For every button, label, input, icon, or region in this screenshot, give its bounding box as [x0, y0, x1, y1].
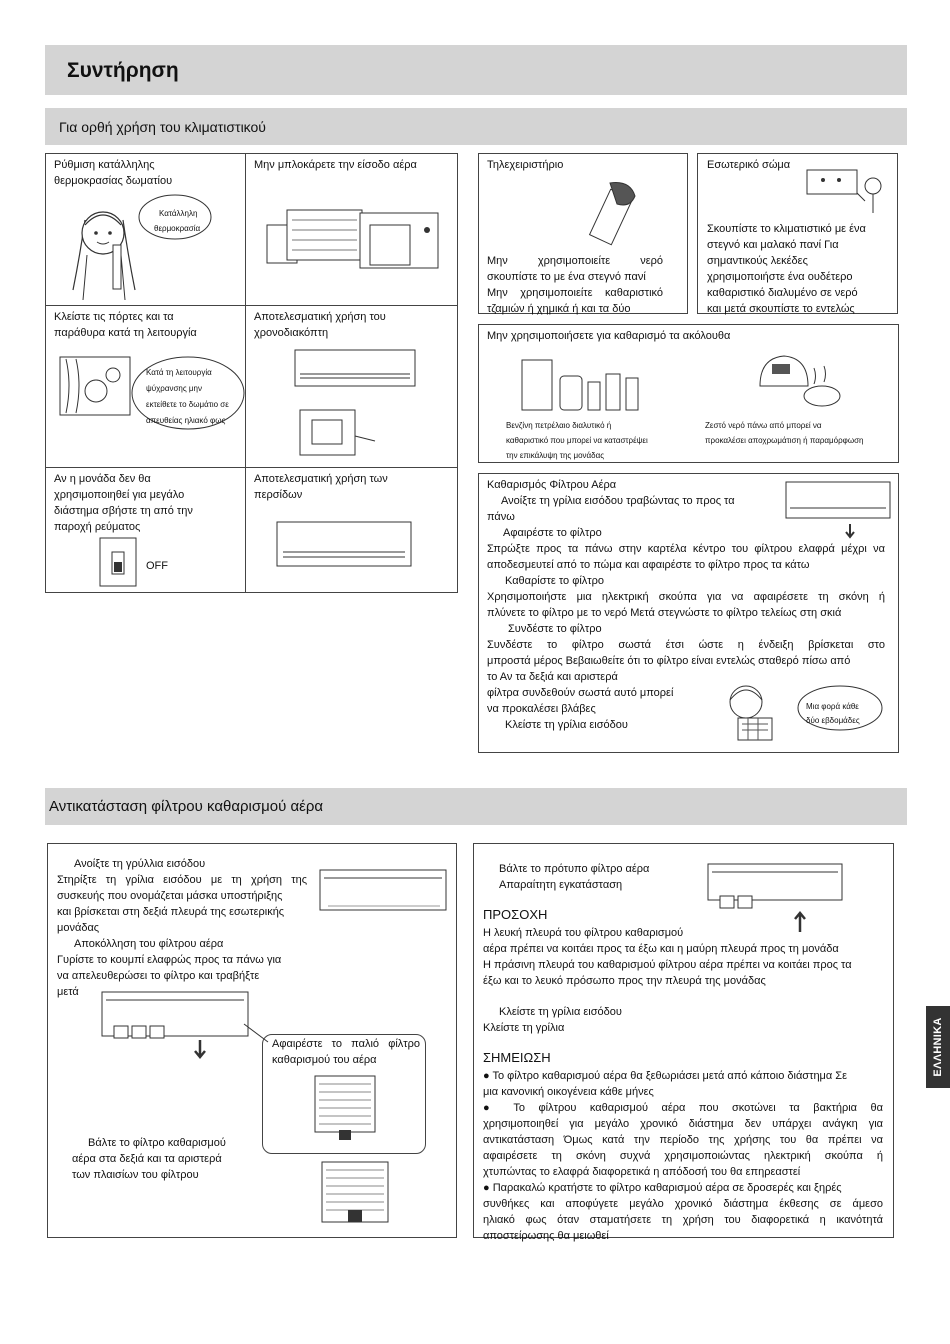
note-line: συνθήκες και αποφύγετε μεγάλο χρονικό διάστημα έκθεσης σε άμεσο — [483, 1198, 883, 1210]
replace-step-line: Ανοίξτε τη γρύλλια εισόδου — [74, 858, 206, 870]
note-line: αντικατάσταση Όμως κατά την περίοδο της χρήσης του θα πρέπει να — [483, 1134, 883, 1146]
indoor-text-1: Σκουπίστε το κλιματιστικό με ένα — [707, 223, 866, 235]
power-label-1: Αν η μονάδα δεν θα — [54, 473, 151, 485]
language-tab — [926, 1006, 950, 1088]
power-label-2: χρησιμοποιηθεί για μεγάλο — [54, 489, 185, 501]
note-line: αποστείρωσης θα μειωθεί — [483, 1230, 609, 1242]
insert-text-1: Βάλτε το φίλτρο καθαρισμού — [88, 1137, 226, 1149]
power-off-label: OFF — [146, 560, 168, 572]
open-grille-illustration — [778, 480, 896, 540]
remote-wipe-illustration — [585, 178, 645, 248]
avoid-title: Μην χρησιμοποιήσετε για καθαρισμό τα ακόλουθα — [487, 330, 731, 342]
insert-text-2: αέρα στα δεξιά και τα αριστερά — [72, 1153, 222, 1165]
doors-bubble-4: απευθείας ηλιακό φως — [146, 416, 226, 425]
doors-bubble-1: Κατά τη λειτουργία — [146, 368, 212, 377]
replace-section-header — [45, 788, 907, 825]
solvent-bottles-illustration — [520, 358, 645, 413]
temp-label-2: θερμοκρασίας δωματίου — [54, 175, 173, 187]
temp-bubble-1: Κατάλληλη — [159, 209, 198, 218]
note-line: ηλιακό φως όταν σταματήσετε τη χρήση του διαφορετικά η ικανότητά — [483, 1214, 883, 1226]
filter-step-line: Συνδέστε το φίλτρο — [508, 623, 602, 635]
airflow-label: Μην μπλοκάρετε την είσοδο αέρα — [254, 159, 417, 171]
indoor-text-3: σημαντικούς λεκέδες — [707, 255, 808, 267]
caution-line-1: Η λευκή πλευρά του φίλτρου καθαρισμού — [483, 927, 684, 939]
usage-section-title: Για ορθή χρήση του κλιματιστικού — [59, 119, 266, 135]
filter-step-line: μπροστά μέρος Βεβαιωθείτε ότι το φίλτρο είναι εντελώς σταθερό πίσω από — [487, 655, 851, 667]
filter-step-line: Σπρώξτε προς τα πάνω στην καρτέλα κέντρο του φίλτρου ελαφρά μέχρι να — [487, 543, 885, 555]
grid-divider — [245, 153, 246, 593]
filter-step-line: Συνδέστε το φίλτρο σωστά έτσι ώστε η ένδειξη βρίσκεται στο — [487, 639, 885, 651]
grid-divider — [45, 467, 458, 468]
indoor-text-5: καθαριστικό διαλυμένο σε νερό — [707, 287, 858, 299]
old-filter-illustration — [305, 1070, 385, 1148]
timer-label-1: Αποτελεσματική χρήση του — [254, 311, 386, 323]
filter-step-line: πάνω — [487, 511, 515, 523]
remote-text-4: τζαμιών ή χημικά ή και τα δύο — [487, 303, 631, 315]
indoor-unit-face-illustration — [805, 168, 890, 218]
unit-with-timer-illustration — [290, 346, 420, 461]
doors-bubble-2: ψύχρανσης μην — [146, 384, 202, 393]
indoor-text-4: χρησιμοποιήστε ένα ουδέτερο — [707, 271, 853, 283]
filter-step-line: αποδεσμευτεί από το πώμα και αφαιρέστε το φίλτρο προς τα κάτω — [487, 559, 810, 571]
girl-thermometer-illustration — [65, 195, 235, 300]
filter-step-line: το Αν τα δεξιά και αριστερά — [487, 671, 618, 683]
doors-bubble-3: εκτείθετε το δωμάτιο σε — [146, 400, 229, 409]
close-line-1: Κλείστε τη γρίλια εισόδου — [499, 1006, 622, 1018]
filter-step-line: πλύνετε το φίλτρο με το νερό Μετά στεγνώστε το φίλτρο τελείως στη σκιά — [487, 607, 842, 619]
caution-line-4: έξω και το λευκό πρόσωπο προς την πλευρά της μονάδας — [483, 975, 766, 987]
power-label-4: παροχή ρεύματος — [54, 521, 141, 533]
language-tab-label: ΕΛΛΗΝΙΚΑ — [932, 1017, 944, 1077]
insert-text-3: των πλαισίων του φίλτρου — [72, 1169, 199, 1181]
filter-bubble-1: Μια φορά κάθε — [806, 702, 859, 711]
open-grille-small-illustration — [318, 866, 450, 918]
filter-step-line: Αφαιρέστε το φίλτρο — [503, 527, 602, 539]
avoid-right-1: Ζεστό νερό πάνω από μπορεί να — [705, 421, 822, 430]
filter-step-line: φίλτρα συνδεθούν σωστά αυτό μπορεί — [487, 687, 674, 699]
filter-step-line: Ανοίξτε τη γρίλια εισόδου τραβώντας το προς τα — [501, 495, 735, 507]
power-switch-illustration — [98, 536, 140, 588]
replace-step-line: Στηρίξτε τη γρίλια εισόδου με τη χρήση της — [57, 874, 307, 886]
power-label-3: διάστημα σβήστε τη από την — [54, 505, 193, 517]
temp-label-1: Ρύθμιση κατάλληλης — [54, 159, 155, 171]
filter-step-line: να προκαλέσει βλάβες — [487, 703, 596, 715]
indoor-text-6: και μετά σκουπίστε το εντελώς — [707, 303, 855, 315]
page-title: Συντήρηση — [67, 59, 179, 82]
note-title: ΣΗΜΕΙΩΣΗ — [483, 1050, 551, 1065]
callout-text-2: καθαρισμού του αέρα — [272, 1054, 377, 1066]
remove-filter-illustration — [100, 990, 250, 1062]
louver-label-2: περσίδων — [254, 489, 303, 501]
caution-title: ΠΡΟΣΟΧΗ — [483, 907, 548, 922]
unit-louvers-illustration — [275, 520, 415, 572]
remote-title: Τηλεχειριστήριο — [487, 159, 564, 171]
note-line: ● Το φίλτρου καθαρισμού αέρα που σκοτώνει τα βακτήρια θα — [483, 1102, 883, 1114]
avoid-left-2: καθαριστικό που μπορεί να καταστρέψει — [506, 436, 648, 445]
remote-text-3: Μην χρησιμοποιείτε καθαριστικό — [487, 287, 663, 299]
doors-label-1: Κλείστε τις πόρτες και τα — [54, 311, 174, 323]
avoid-left-3: την επικάλυψη της μονάδας — [506, 451, 605, 460]
replace-step-line: να απελευθερώσει το φίλτρο και τραβήξτε — [57, 970, 260, 982]
avoid-right-2: προκαλέσει αποχρωμάτιση ή παραμόρφωση — [705, 436, 864, 445]
replace-section-title: Αντικατάσταση φίλτρου καθαρισμού αέρα — [49, 798, 324, 815]
page-header-band — [45, 45, 907, 95]
note-line: ● Το φίλτρο καθαρισμού αέρα θα ξεθωριάσει μετά από κάποιο διάστημα Σε — [483, 1070, 848, 1082]
note-line: αφαιρέσετε τη σκόνη συχνά χρησιμοποιώντας ηλεκτρική σκούπα ή — [483, 1150, 883, 1162]
filter-step-line: Κλείστε τη γρίλια εισόδου — [505, 719, 628, 731]
right-top-1: Βάλτε το πρότυπο φίλτρο αέρα — [499, 863, 650, 875]
indoor-title: Εσωτερικό σώμα — [707, 159, 791, 171]
blocked-unit-illustration — [262, 205, 452, 275]
remote-text-1: Μην χρησιμοποιείτε νερό — [487, 255, 663, 267]
replace-step-line: Αποκόλληση του φίλτρου αέρα — [74, 938, 224, 950]
doors-label-2: παράθυρα κατά τη λειτουργία — [54, 327, 197, 339]
filter-step-line: Καθαρίστε το φίλτρο — [505, 575, 604, 587]
callout-text-1: Αφαιρέστε το παλιό φίλτρο — [272, 1038, 420, 1050]
filter-step-line: Χρησιμοποιήστε μια ηλεκτρική σκούπα για να αφαιρέσετε τη σκόνη ή — [487, 591, 885, 603]
note-line: μια κανονική οικογένεια κάθε μήνες — [483, 1086, 654, 1098]
usage-section-header — [45, 108, 907, 145]
filter-clean-title: Καθαρισμός Φίλτρου Αέρα — [487, 479, 617, 491]
install-filter-illustration — [700, 862, 850, 934]
note-line: ● Παρακαλώ κρατήστε το φίλτρο καθαρισμού αέρα σε δροσερές και ξηρές — [483, 1182, 842, 1194]
kettle-hot-water-illustration — [752, 348, 842, 410]
replace-step-line: μετά — [57, 986, 79, 998]
insert-filter-illustration — [310, 1158, 400, 1228]
replace-step-line: μονάδας — [57, 922, 100, 934]
close-line-2: Κλείστε τη γρίλια — [483, 1022, 565, 1034]
filter-bubble-2: δύο εβδομάδες — [806, 716, 860, 725]
caution-line-2: αέρα πρέπει να κοιτάει προς τα έξω και η μαύρη πλευρά προς τη μονάδα — [483, 943, 839, 955]
temp-bubble-2: θερμοκρασία — [154, 224, 201, 233]
avoid-left-1: Βενζίνη πετρέλαιο διαλυτικό ή — [506, 421, 612, 430]
replace-step-line: Γυρίστε το κουμπί ελαφρώς προς τα πάνω για — [57, 954, 282, 966]
right-top-2: Απαραίτητη εγκατάσταση — [499, 879, 623, 891]
grid-divider — [45, 305, 458, 306]
note-line: χρησιμοποιηθεί για μεγάλο χρονικό διάστημα δεν υπάρχει ανάγκη για — [483, 1118, 883, 1130]
remote-text-2: σκουπίστε το με ένα στεγνό πανί — [487, 271, 646, 283]
girl-filter-illustration — [722, 680, 884, 745]
caution-line-3: Η πράσινη πλευρά του καθαρισμού φίλτρου αέρα πρέπει να κοιτάει προς τα — [483, 959, 852, 971]
replace-step-line: συσκευής που ονομάζεται μάσκα υποστήριξης — [57, 890, 283, 902]
timer-label-2: χρονοδιακόπτη — [254, 327, 329, 339]
louver-label-1: Αποτελεσματική χρήση των — [254, 473, 388, 485]
note-line: χτυπώντας το ελαφρά διαφορετικά η απόδοσή του θα επηρεαστεί — [483, 1166, 801, 1178]
indoor-text-2: στεγνό και μαλακό πανί Για — [707, 239, 839, 251]
replace-step-line: και βρίσκεται στη δεξιά πλευρά της εσωτερικής — [57, 906, 285, 918]
